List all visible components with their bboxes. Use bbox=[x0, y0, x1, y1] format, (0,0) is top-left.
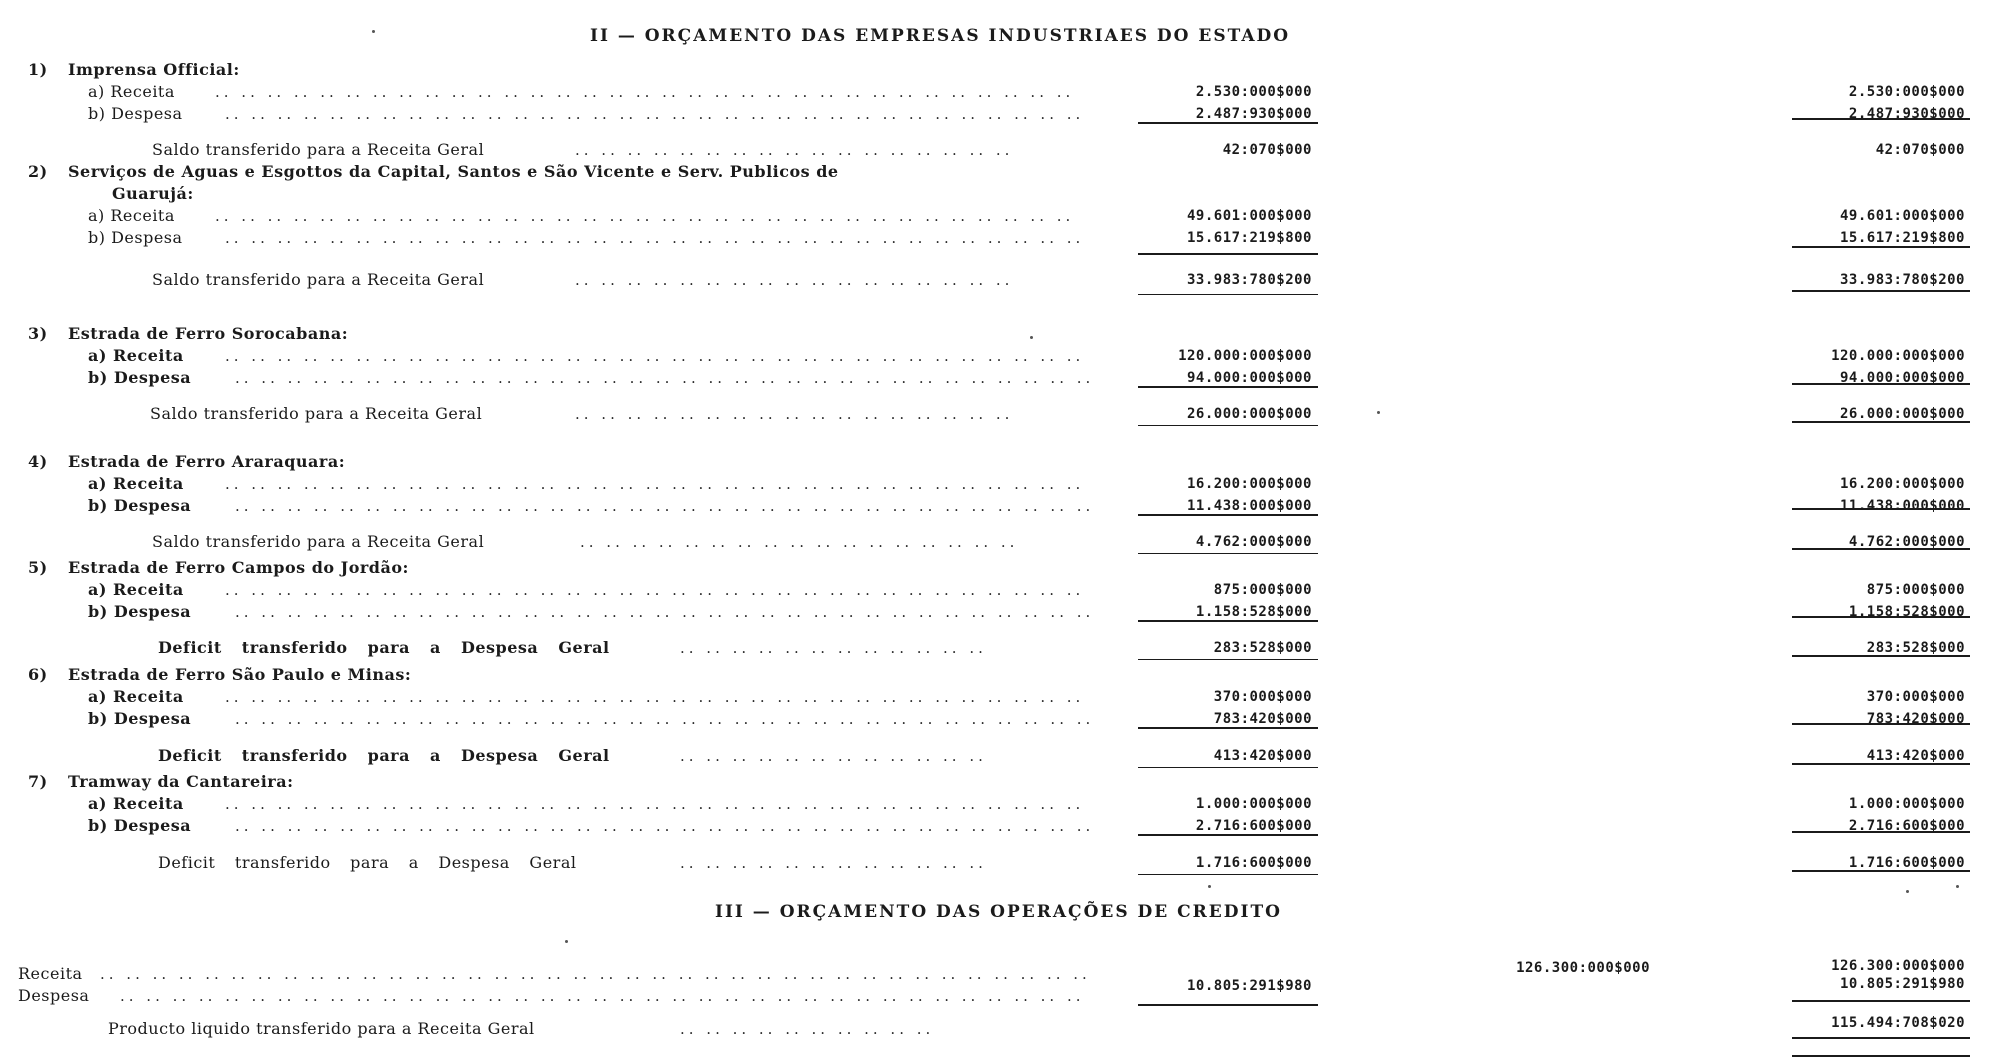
close-rule bbox=[1792, 290, 1970, 292]
despesa-label: b) Despesa bbox=[88, 816, 192, 835]
saldo-total: 283:528$000 bbox=[1866, 640, 1965, 656]
sum-rule bbox=[1792, 1000, 1970, 1002]
receita-value: 49.601:000$000 bbox=[1186, 208, 1312, 224]
sum-rule bbox=[1792, 118, 1970, 120]
receita-total: 49.601:000$000 bbox=[1839, 208, 1965, 224]
receita-label: a) Receita bbox=[88, 474, 184, 493]
entry-4-despesa bbox=[0, 495, 2003, 517]
sum-rule bbox=[1138, 122, 1318, 124]
despesa-value: 1.158:528$000 bbox=[1195, 604, 1312, 620]
close-rule bbox=[1138, 553, 1318, 554]
receita-value: 126.300:000$000 bbox=[1516, 960, 1650, 976]
entry-2-saldo bbox=[0, 269, 2003, 291]
leader-dots: .. .. .. .. .. .. .. .. .. .. .. .. bbox=[680, 747, 987, 765]
print-speck bbox=[565, 940, 568, 943]
receita-total: 120.000:000$000 bbox=[1831, 348, 1965, 364]
entry-6-header bbox=[0, 664, 2003, 686]
saldo-label: Saldo transferido para a Receita Geral bbox=[152, 532, 485, 551]
print-speck bbox=[1906, 890, 1909, 893]
saldo-label: Deficit transferido para a Despesa Geral bbox=[158, 746, 610, 765]
receita-label: a) Receita bbox=[88, 580, 184, 599]
saldo-value: 4.762:000$000 bbox=[1195, 534, 1312, 550]
receita-total: 2.530:000$000 bbox=[1848, 84, 1965, 100]
receita-total: 370:000$000 bbox=[1866, 689, 1965, 705]
despesa-total: 2.716:600$000 bbox=[1848, 818, 1965, 834]
close-rule bbox=[1138, 425, 1318, 426]
receita-value: 120.000:000$000 bbox=[1178, 348, 1312, 364]
receita-value: 16.200:000$000 bbox=[1186, 476, 1312, 492]
produto-label: Producto liquido transferido para a Receita Geral bbox=[108, 1019, 535, 1038]
sum-rule bbox=[1792, 508, 1970, 510]
entry-name: 7) Tramway da Cantareira: bbox=[28, 772, 294, 791]
print-speck bbox=[1030, 336, 1033, 339]
sum-rule bbox=[1138, 386, 1318, 388]
entry-1-saldo bbox=[0, 139, 2003, 161]
entry-5-header bbox=[0, 557, 2003, 579]
entry-name: 5) Estrada de Ferro Campos do Jordão: bbox=[28, 558, 409, 577]
leader-dots: .. .. .. .. .. .. .. .. .. .. bbox=[680, 1020, 935, 1038]
sum-rule bbox=[1792, 831, 1970, 833]
saldo-label: Deficit transferido para a Despesa Geral bbox=[158, 638, 610, 657]
close-rule bbox=[1792, 870, 1970, 872]
saldo-label: Saldo transferido para a Receita Geral bbox=[150, 404, 483, 423]
entry-6-saldo bbox=[0, 745, 2003, 767]
receita-total: 875:000$000 bbox=[1866, 582, 1965, 598]
leader-dots: .. .. .. .. .. .. .. .. .. .. .. .. .. .. .. .. .. .. .. .. .. .. .. .. .. .. .. .. .. .. .. .. .. bbox=[225, 347, 1085, 365]
saldo-value: 283:528$000 bbox=[1213, 640, 1312, 656]
print-speck bbox=[372, 30, 375, 33]
entry-name: 4) Estrada de Ferro Araraquara: bbox=[28, 452, 346, 471]
receita-total: 126.300:000$000 bbox=[1831, 958, 1965, 974]
entry-5-saldo bbox=[0, 637, 2003, 659]
despesa-total: 11.438:000$000 bbox=[1839, 498, 1965, 514]
despesa-total: 10.805:291$980 bbox=[1839, 976, 1965, 992]
entry-4-saldo bbox=[0, 531, 2003, 553]
entry-name: 6) Estrada de Ferro São Paulo e Minas: bbox=[28, 665, 412, 684]
sum-rule bbox=[1138, 253, 1318, 255]
close-rule bbox=[1792, 421, 1970, 423]
entry-3-header bbox=[0, 323, 2003, 345]
leader-dots: .. .. .. .. .. .. .. .. .. .. .. .. bbox=[680, 854, 987, 872]
leader-dots: .. .. .. .. .. .. .. .. .. .. .. .. bbox=[680, 639, 987, 657]
entry-name: 1) Imprensa Official: bbox=[28, 60, 240, 79]
entry-3-saldo bbox=[0, 403, 2003, 425]
saldo-value: 1.716:600$000 bbox=[1195, 855, 1312, 871]
saldo-total: 42:070$000 bbox=[1875, 142, 1965, 158]
despesa-value: 2.487:930$000 bbox=[1195, 106, 1312, 122]
despesa-label: b) Despesa bbox=[88, 709, 192, 728]
receita-label: a) Receita bbox=[88, 346, 184, 365]
saldo-label: Deficit transferido para a Despesa Geral bbox=[158, 853, 577, 872]
sum-rule bbox=[1138, 514, 1318, 516]
leader-dots: .. .. .. .. .. .. .. .. .. .. .. .. .. .. .. .. .. .. .. .. .. .. .. .. .. .. .. .. .. .. .. .. .. bbox=[215, 83, 1075, 101]
saldo-label: Saldo transferido para a Receita Geral bbox=[152, 270, 485, 289]
credito-despesa bbox=[0, 976, 2003, 1007]
entry-1-receita bbox=[0, 81, 2003, 103]
leader-dots: .. .. .. .. .. .. .. .. .. .. .. .. .. .. .. .. .. .. .. .. .. .. .. .. .. .. .. .. .. .. .. .. .. bbox=[225, 581, 1085, 599]
despesa-label: b) Despesa bbox=[88, 602, 192, 621]
entry-3-receita bbox=[0, 345, 2003, 367]
despesa-label: b) Despesa bbox=[88, 368, 192, 387]
saldo-total: 413:420$000 bbox=[1866, 748, 1965, 764]
leader-dots: .. .. .. .. .. .. .. .. .. .. .. .. .. .. .. .. .. .. .. .. .. .. .. .. .. .. .. .. .. .. .. .. .. bbox=[225, 475, 1085, 493]
entry-4-receita bbox=[0, 473, 2003, 495]
despesa-label: b) Despesa bbox=[88, 104, 183, 123]
entry-name: 2) Serviços de Aguas e Esgottos da Capital, Santos e São Vicente e Serv. Publicos de bbox=[28, 162, 839, 181]
leader-dots: .. .. .. .. .. .. .. .. .. .. .. .. .. .. .. .. .. bbox=[575, 405, 1014, 423]
print-speck bbox=[1377, 411, 1380, 414]
entry-name-cont: Guarujá: bbox=[112, 184, 194, 203]
entry-4-header bbox=[0, 451, 2003, 473]
entry-7-receita bbox=[0, 793, 2003, 815]
despesa-label: b) Despesa bbox=[88, 496, 192, 515]
entry-2-receita bbox=[0, 205, 2003, 227]
close-rule bbox=[1792, 763, 1970, 765]
sum-rule bbox=[1792, 246, 1970, 248]
entry-7-header bbox=[0, 771, 2003, 793]
leader-dots: .. .. .. .. .. .. .. .. .. .. .. .. .. .. .. .. .. .. .. .. .. .. .. .. .. .. .. .. .. .. .. .. .. bbox=[225, 229, 1085, 247]
sum-rule bbox=[1792, 616, 1970, 618]
despesa-total: 783:420$000 bbox=[1866, 711, 1965, 727]
receita-label: a) Receita bbox=[88, 82, 175, 101]
saldo-value: 26.000:000$000 bbox=[1186, 406, 1312, 422]
leader-dots: .. .. .. .. .. .. .. .. .. .. .. .. .. .. .. .. .. .. .. .. .. .. .. .. .. .. .. .. .. .. .. .. .. bbox=[235, 603, 1095, 621]
leader-dots: .. .. .. .. .. .. .. .. .. .. .. .. .. .. .. .. .. .. .. .. .. .. .. .. .. .. .. .. .. .. .. .. .. bbox=[225, 795, 1085, 813]
entry-2-header bbox=[0, 161, 2003, 183]
leader-dots: .. .. .. .. .. .. .. .. .. .. .. .. .. .. .. .. .. bbox=[575, 271, 1014, 289]
leader-dots: .. .. .. .. .. .. .. .. .. .. .. .. .. .. .. .. .. .. .. .. .. .. .. .. .. .. .. .. .. .. .. .. .. bbox=[235, 710, 1095, 728]
receita-label: Receita bbox=[18, 964, 83, 983]
receita-value: 1.000:000$000 bbox=[1195, 796, 1312, 812]
receita-value: 370:000$000 bbox=[1213, 689, 1312, 705]
entry-name: 3) Estrada de Ferro Sorocabana: bbox=[28, 324, 349, 343]
close-rule bbox=[1138, 767, 1318, 768]
receita-value: 875:000$000 bbox=[1213, 582, 1312, 598]
leader-dots: .. .. .. .. .. .. .. .. .. .. .. .. .. .. .. .. .. .. .. .. .. .. .. .. .. .. .. .. .. .. .. .. .. .. .. .. .. bbox=[120, 987, 1085, 1005]
entry-2-header-cont bbox=[0, 183, 2003, 205]
despesa-value: 10.805:291$980 bbox=[1186, 978, 1312, 994]
leader-dots: .. .. .. .. .. .. .. .. .. .. .. .. .. .. .. .. .. .. .. .. .. .. .. .. .. .. .. .. .. .. .. .. .. bbox=[235, 817, 1095, 835]
saldo-total: 4.762:000$000 bbox=[1848, 534, 1965, 550]
receita-label: a) Receita bbox=[88, 794, 184, 813]
leader-dots: .. .. .. .. .. .. .. .. .. .. .. .. .. .. .. .. .. bbox=[580, 533, 1019, 551]
close-rule bbox=[1138, 294, 1318, 295]
despesa-label: b) Despesa bbox=[88, 228, 183, 247]
entry-6-despesa bbox=[0, 708, 2003, 730]
entry-3-despesa bbox=[0, 367, 2003, 389]
section-ii-title: II — ORÇAMENTO DAS EMPRESAS INDUSTRIAES DO ESTADO bbox=[590, 26, 1291, 46]
despesa-value: 15.617:219$800 bbox=[1186, 230, 1312, 246]
entry-2-despesa bbox=[0, 227, 2003, 249]
despesa-total: 1.158:528$000 bbox=[1848, 604, 1965, 620]
leader-dots: .. .. .. .. .. .. .. .. .. .. .. .. .. .. .. .. .. .. .. .. .. .. .. .. .. .. .. .. .. .. .. .. .. .. .. .. .. .. bbox=[100, 965, 1091, 983]
leader-dots: .. .. .. .. .. .. .. .. .. .. .. .. .. .. .. .. .. .. .. .. .. .. .. .. .. .. .. .. .. .. .. .. .. bbox=[225, 105, 1085, 123]
sum-rule bbox=[1792, 1037, 1970, 1039]
saldo-label: Saldo transferido para a Receita Geral bbox=[152, 140, 485, 159]
leader-dots: .. .. .. .. .. .. .. .. .. .. .. .. .. .. .. .. .. .. .. .. .. .. .. .. .. .. .. .. .. .. .. .. .. bbox=[215, 207, 1075, 225]
entry-1-header bbox=[0, 59, 2003, 81]
saldo-value: 413:420$000 bbox=[1213, 748, 1312, 764]
close-rule bbox=[1792, 655, 1970, 657]
despesa-total: 2.487:930$000 bbox=[1848, 106, 1965, 122]
despesa-value: 783:420$000 bbox=[1213, 711, 1312, 727]
despesa-label: Despesa bbox=[18, 986, 90, 1005]
leader-dots: .. .. .. .. .. .. .. .. .. .. .. .. .. .. .. .. .. bbox=[575, 141, 1014, 159]
close-rule bbox=[1138, 874, 1318, 875]
despesa-value: 94.000:000$000 bbox=[1186, 370, 1312, 386]
entry-6-receita bbox=[0, 686, 2003, 708]
saldo-total: 33.983:780$200 bbox=[1839, 272, 1965, 288]
sum-rule bbox=[1792, 383, 1970, 385]
print-speck bbox=[1956, 885, 1959, 888]
credito-produto bbox=[0, 1015, 2003, 1040]
saldo-total: 26.000:000$000 bbox=[1839, 406, 1965, 422]
print-speck bbox=[1208, 885, 1211, 888]
saldo-value: 33.983:780$200 bbox=[1186, 272, 1312, 288]
despesa-value: 11.438:000$000 bbox=[1186, 498, 1312, 514]
despesa-total: 94.000:000$000 bbox=[1839, 370, 1965, 386]
receita-total: 1.000:000$000 bbox=[1848, 796, 1965, 812]
section-iii-title: III — ORÇAMENTO DAS OPERAÇÕES DE CREDITO bbox=[715, 902, 1282, 922]
despesa-total: 15.617:219$800 bbox=[1839, 230, 1965, 246]
sum-rule bbox=[1138, 620, 1318, 622]
entry-5-despesa bbox=[0, 601, 2003, 623]
close-rule bbox=[1792, 548, 1970, 550]
saldo-value: 42:070$000 bbox=[1222, 142, 1312, 158]
entry-7-despesa bbox=[0, 815, 2003, 837]
credito-receita bbox=[0, 958, 2003, 985]
leader-dots: .. .. .. .. .. .. .. .. .. .. .. .. .. .. .. .. .. .. .. .. .. .. .. .. .. .. .. .. .. .. .. .. .. bbox=[225, 688, 1085, 706]
sum-rule bbox=[1792, 723, 1970, 725]
close-rule bbox=[1792, 1055, 1970, 1057]
sum-rule bbox=[1138, 834, 1318, 836]
receita-total: 16.200:000$000 bbox=[1839, 476, 1965, 492]
saldo-total: 1.716:600$000 bbox=[1848, 855, 1965, 871]
leader-dots: .. .. .. .. .. .. .. .. .. .. .. .. .. .. .. .. .. .. .. .. .. .. .. .. .. .. .. .. .. .. .. .. .. bbox=[235, 369, 1095, 387]
sum-rule bbox=[1138, 1004, 1318, 1006]
leader-dots: .. .. .. .. .. .. .. .. .. .. .. .. .. .. .. .. .. .. .. .. .. .. .. .. .. .. .. .. .. .. .. .. .. bbox=[235, 497, 1095, 515]
receita-label: a) Receita bbox=[88, 206, 175, 225]
entry-5-receita bbox=[0, 579, 2003, 601]
sum-rule bbox=[1138, 727, 1318, 729]
produto-total: 115.494:708$020 bbox=[1831, 1015, 1965, 1031]
despesa-value: 2.716:600$000 bbox=[1195, 818, 1312, 834]
receita-label: a) Receita bbox=[88, 687, 184, 706]
entry-7-saldo bbox=[0, 852, 2003, 874]
receita-value: 2.530:000$000 bbox=[1195, 84, 1312, 100]
entry-1-despesa bbox=[0, 103, 2003, 125]
close-rule bbox=[1138, 659, 1318, 660]
